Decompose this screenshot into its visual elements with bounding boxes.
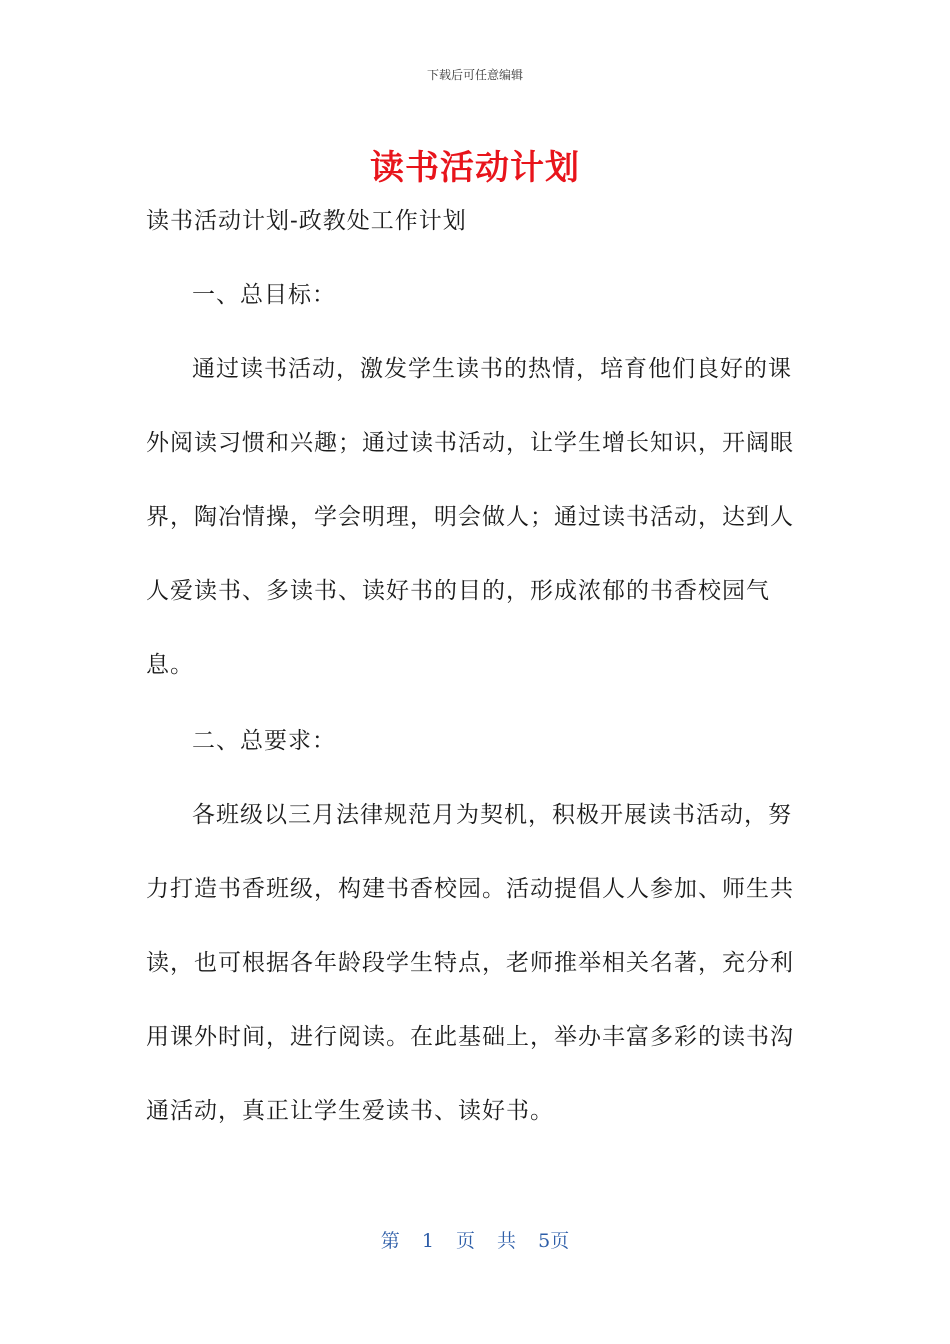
- page-footer: [0, 1226, 950, 1253]
- section-2-paragraph: 各班级以三月法律规范月为契机，积极开展读书活动，努力打造书香班级，构建书香校园。活动提倡人人参加、师生共读，也可根据各年龄段学生特点，老师推举相关名著，充分利用课外时间，进行阅读。在此基础上，举办丰富多彩的读书沟通活动，真正让学生爱读书、读好书。: [146, 802, 794, 1124]
- total-prefix: 共: [497, 1230, 517, 1252]
- section-2-heading: 二、总要求：: [192, 728, 336, 754]
- section-1-heading: 一、总目标：: [192, 282, 336, 308]
- total-pages: 5页: [538, 1230, 570, 1252]
- page-prefix: 第: [380, 1230, 400, 1252]
- document-subtitle: 读书活动计划-政教处工作计划: [146, 208, 467, 234]
- current-page-number: 1: [421, 1230, 434, 1252]
- page-label: 页: [455, 1230, 475, 1252]
- document-title: 读书活动计划: [370, 148, 580, 188]
- section-1-paragraph: 通过读书活动，激发学生读书的热情，培育他们良好的课外阅读习惯和兴趣；通过读书活动，让学生增长知识，开阔眼界，陶冶情操，学会明理，明会做人；通过读书活动，达到人人爱读书、多读书、读好书的目的，形成浓郁的书香校园气息。: [146, 356, 794, 678]
- header-note: 下载后可任意编辑: [426, 68, 523, 82]
